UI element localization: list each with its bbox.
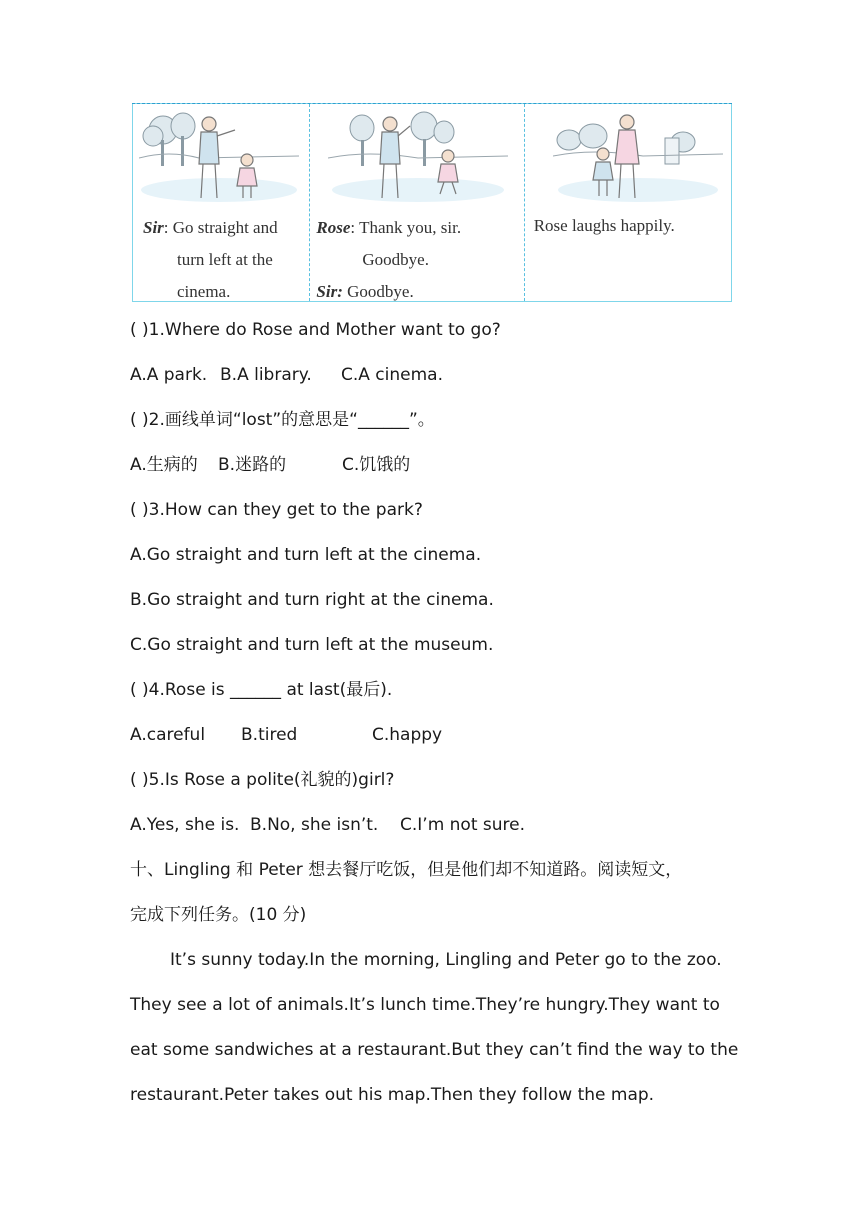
option-b: B.tired	[241, 725, 298, 745]
panel-3-caption	[534, 210, 675, 242]
caption-line: Thank you, sir.	[359, 218, 462, 237]
section-10-instruction-line-2: 完成下列任务。(10 分)	[130, 905, 307, 925]
section-10-instruction-line-1: 十、Lingling 和 Peter 想去餐厅吃饭，但是他们却不知道路。阅读短文，	[130, 860, 683, 880]
option-a: A.A park.	[130, 365, 208, 385]
caption-line: Rose laughs happily.	[533, 216, 675, 235]
comic-strip	[132, 103, 732, 302]
question-1-options	[130, 363, 443, 387]
speaker-label: Rose	[316, 218, 351, 237]
question-5-stem: ( )5.Is Rose a polite(礼貌的)girl?	[130, 770, 395, 790]
comic-panel-3	[524, 104, 731, 301]
panel-1-caption: Sir: Go straight and turn left at the cinema.	[143, 212, 278, 308]
question-3-option-c: C.Go straight and turn left at the museum.	[130, 635, 494, 655]
caption-line: Go straight and	[172, 218, 278, 237]
caption-line: turn left at the	[177, 250, 273, 269]
option-b: B.No, she isn’t.	[250, 815, 379, 835]
option-c: C.饥饿的	[342, 455, 411, 475]
question-3-option-b: B.Go straight and turn right at the cinema.	[130, 590, 494, 610]
man-waving-girl-illustration	[328, 106, 508, 204]
speaker-label: Sir	[143, 218, 164, 237]
question-3-stem: ( )3.How can they get to the park?	[130, 500, 423, 520]
option-a: A.careful	[130, 725, 206, 745]
comic-panel-2	[309, 104, 523, 301]
option-a: A.Yes, she is.	[130, 815, 240, 835]
option-c: C.happy	[372, 725, 443, 745]
caption-line: cinema.	[177, 282, 231, 301]
passage-line-1: It’s sunny today.In the morning, Lingling and Peter go to the zoo.	[170, 950, 722, 970]
comic-panel-1	[133, 104, 309, 301]
question-5-options	[130, 813, 525, 837]
panel-2-caption: Rose: Thank you, sir. Goodbye. Sir: Goodbye.	[316, 218, 462, 301]
mother-and-girl-illustration	[553, 106, 723, 204]
passage-line-3: eat some sandwiches at a restaurant.But they can’t find the way to the	[130, 1040, 739, 1060]
option-a: A.生病的	[130, 455, 198, 475]
question-2-stem: ( )2.画线单词“lost”的意思是“______”。	[130, 410, 435, 430]
option-b: B.迷路的	[218, 455, 287, 475]
question-1-stem: ( )1.Where do Rose and Mother want to go?	[130, 320, 501, 340]
option-c: C.A cinema.	[341, 365, 443, 385]
speaker-label: Sir:	[316, 282, 343, 301]
question-2-options	[130, 453, 410, 477]
passage-line-2: They see a lot of animals.It’s lunch time.They’re hungry.They want to	[130, 995, 720, 1015]
option-b: B.A library.	[220, 365, 312, 385]
passage-line-4: restaurant.Peter takes out his map.Then they follow the map.	[130, 1085, 655, 1105]
man-and-girl-illustration	[139, 106, 299, 204]
caption-line: Goodbye.	[347, 282, 414, 301]
caption-line: Goodbye.	[362, 250, 429, 269]
option-c: C.I’m not sure.	[400, 815, 526, 835]
question-3-option-a: A.Go straight and turn left at the cinema.	[130, 545, 482, 565]
question-4-options	[130, 723, 442, 747]
question-4-stem: ( )4.Rose is ______ at last(最后).	[130, 680, 393, 700]
